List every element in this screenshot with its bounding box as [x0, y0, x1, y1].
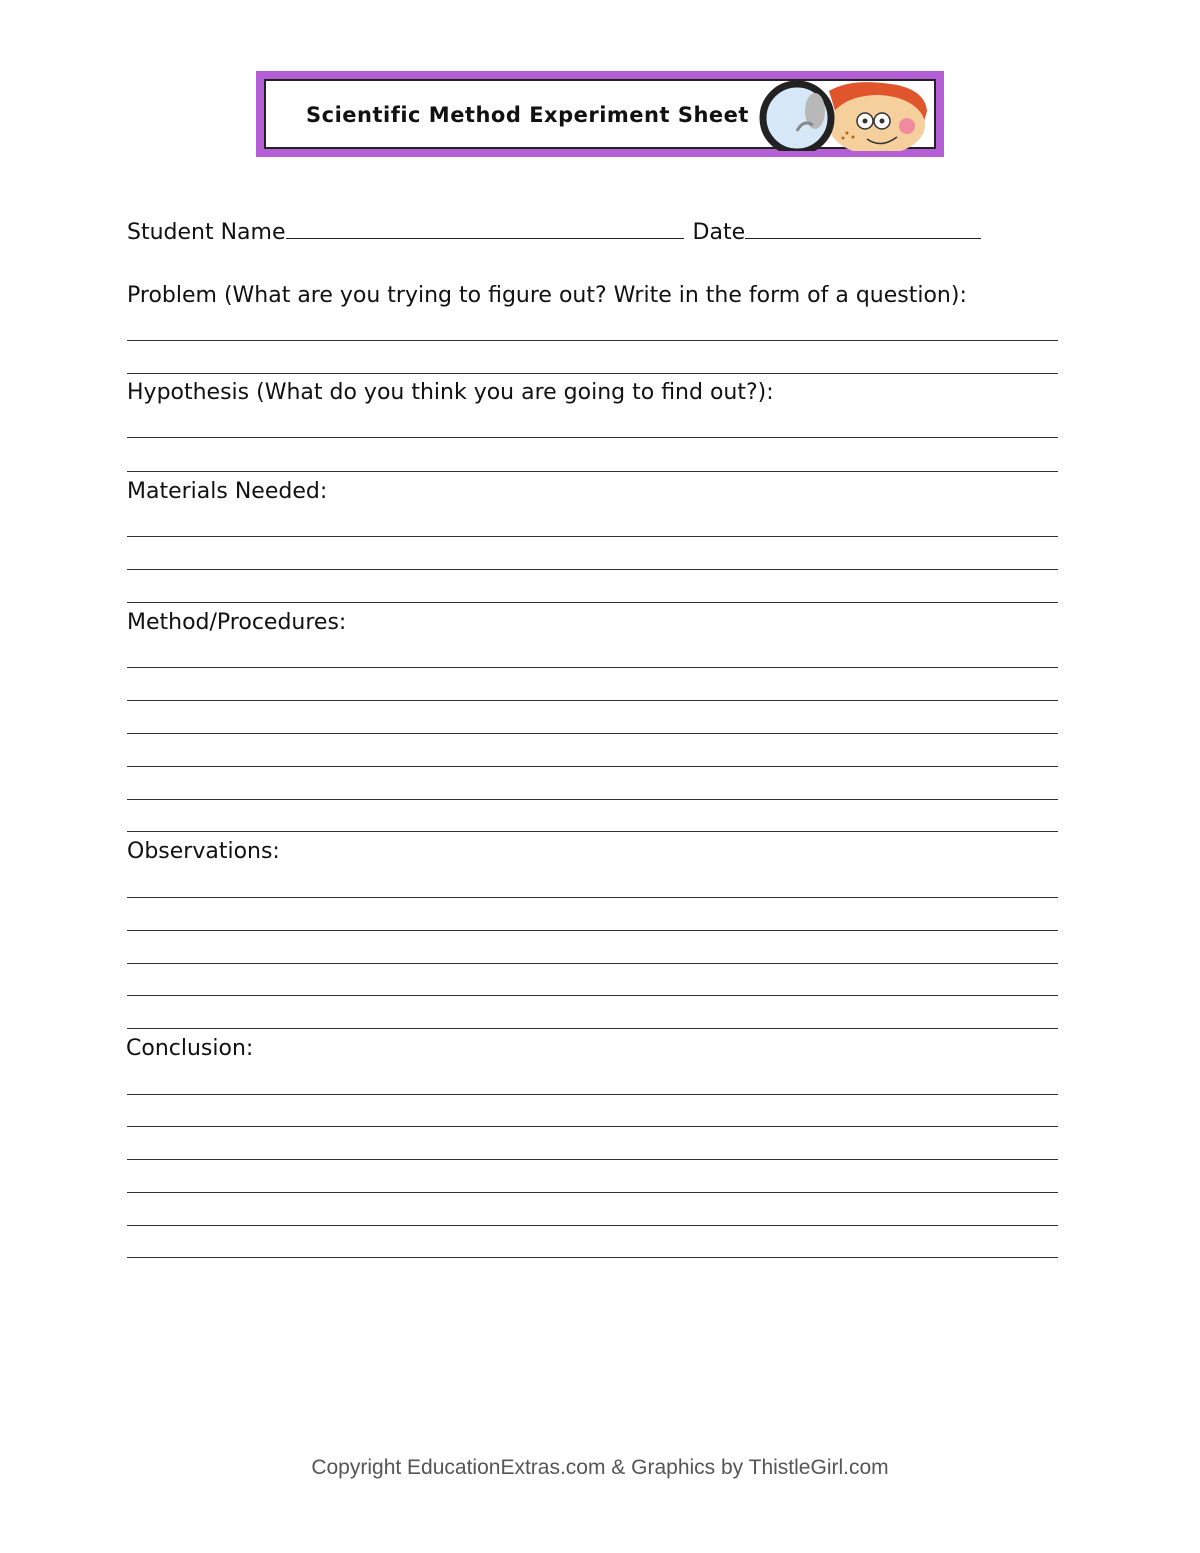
observations-line[interactable]	[127, 897, 1058, 898]
conclusion-line[interactable]	[127, 1192, 1058, 1193]
materials-line[interactable]	[127, 569, 1058, 570]
hypothesis-line[interactable]	[127, 471, 1058, 472]
observations-heading: Observations:	[127, 839, 280, 864]
observations-line[interactable]	[127, 995, 1058, 996]
materials-line[interactable]	[127, 536, 1058, 537]
observations-line[interactable]	[127, 1028, 1058, 1029]
conclusion-line[interactable]	[127, 1126, 1058, 1127]
student-name-field[interactable]	[286, 216, 684, 239]
observations-line[interactable]	[127, 930, 1058, 931]
name-date-row	[127, 216, 981, 245]
conclusion-heading: Conclusion:	[126, 1036, 254, 1061]
materials-line[interactable]	[127, 602, 1058, 603]
hypothesis-line[interactable]	[127, 437, 1058, 438]
copyright-footer: Copyright EducationExtras.com & Graphics by ThistleGirl.com	[311, 1456, 889, 1479]
student-name-label: Student Name	[127, 220, 286, 245]
method-line[interactable]	[127, 667, 1058, 668]
method-line[interactable]	[127, 733, 1058, 734]
observations-line[interactable]	[127, 963, 1058, 964]
title-banner	[256, 71, 944, 157]
materials-heading: Materials Needed:	[127, 479, 328, 504]
problem-heading: Problem (What are you trying to figure out? Write in the form of a question):	[127, 283, 967, 308]
method-line[interactable]	[127, 766, 1058, 767]
problem-line[interactable]	[127, 340, 1058, 341]
conclusion-line[interactable]	[127, 1094, 1058, 1095]
page-title: Scientific Method Experiment Sheet	[306, 103, 749, 127]
method-line[interactable]	[127, 831, 1058, 832]
hypothesis-heading: Hypothesis (What do you think you are going to find out?):	[127, 380, 774, 405]
method-line[interactable]	[127, 700, 1058, 701]
date-field[interactable]	[745, 216, 981, 239]
problem-line[interactable]	[127, 373, 1058, 374]
method-line[interactable]	[127, 799, 1058, 800]
conclusion-line[interactable]	[127, 1225, 1058, 1226]
conclusion-line[interactable]	[127, 1159, 1058, 1160]
date-label: Date	[692, 220, 746, 245]
conclusion-line[interactable]	[127, 1257, 1058, 1258]
scientist-with-magnifying-glass-icon	[757, 81, 932, 151]
title-banner-inner	[264, 79, 936, 149]
method-heading: Method/Procedures:	[127, 610, 347, 635]
